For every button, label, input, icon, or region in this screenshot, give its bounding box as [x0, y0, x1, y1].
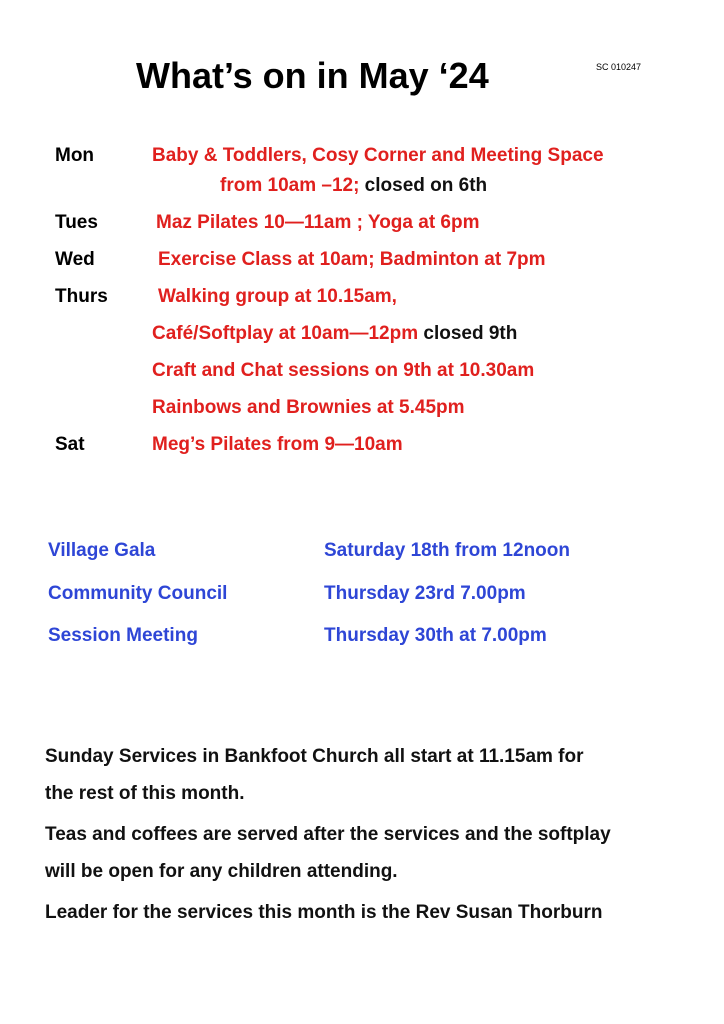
leader-note: Leader for the services this month is the Rev Susan Thorburn [45, 902, 603, 923]
activity-mon-time: from 10am –12; [220, 175, 360, 196]
services-note-line1: Sunday Services in Bankfoot Church all start at 11.15am for [45, 746, 584, 767]
event-when: Thursday 23rd 7.00pm [324, 583, 526, 604]
activity-tues: Maz Pilates 10—11am ; Yoga at 6pm [156, 212, 480, 233]
services-note-line2: the rest of this month. [45, 783, 245, 804]
activity-wed: Exercise Class at 10am; Badminton at 7pm [158, 249, 546, 270]
event-name: Village Gala [48, 540, 156, 561]
day-label-sat: Sat [55, 434, 85, 455]
activity-mon-line2 [220, 175, 487, 197]
activity-thurs-line3: Craft and Chat sessions on 9th at 10.30am [152, 360, 535, 381]
day-label-wed: Wed [55, 249, 95, 270]
event-when: Saturday 18th from 12noon [324, 540, 570, 561]
page-title: What’s on in May ‘24 [136, 55, 489, 96]
activity-thurs-line4: Rainbows and Brownies at 5.45pm [152, 397, 465, 418]
activity-thurs-cafe: Café/Softplay at 10am—12pm [152, 323, 419, 344]
day-label-tues: Tues [55, 212, 98, 233]
activity-thurs-note: closed 9th [418, 323, 518, 344]
activity-thurs-line1: Walking group at 10.15am, [158, 286, 397, 307]
event-name: Community Council [48, 583, 228, 604]
event-when: Thursday 30th at 7.00pm [324, 625, 547, 646]
day-label-mon: Mon [55, 145, 95, 166]
activity-mon-line1: Baby & Toddlers, Cosy Corner and Meeting Space [152, 145, 604, 166]
activity-mon-note: closed on 6th [359, 175, 488, 196]
event-name: Session Meeting [48, 625, 198, 646]
activity-thurs-line2 [152, 323, 517, 345]
teas-note-line1: Teas and coffees are served after the services and the softplay [45, 824, 611, 845]
activity-sat: Meg’s Pilates from 9—10am [152, 434, 403, 455]
reference-number: SC 010247 [596, 62, 642, 72]
day-label-thurs: Thurs [55, 286, 108, 307]
teas-note-line2: will be open for any children attending. [45, 861, 398, 882]
